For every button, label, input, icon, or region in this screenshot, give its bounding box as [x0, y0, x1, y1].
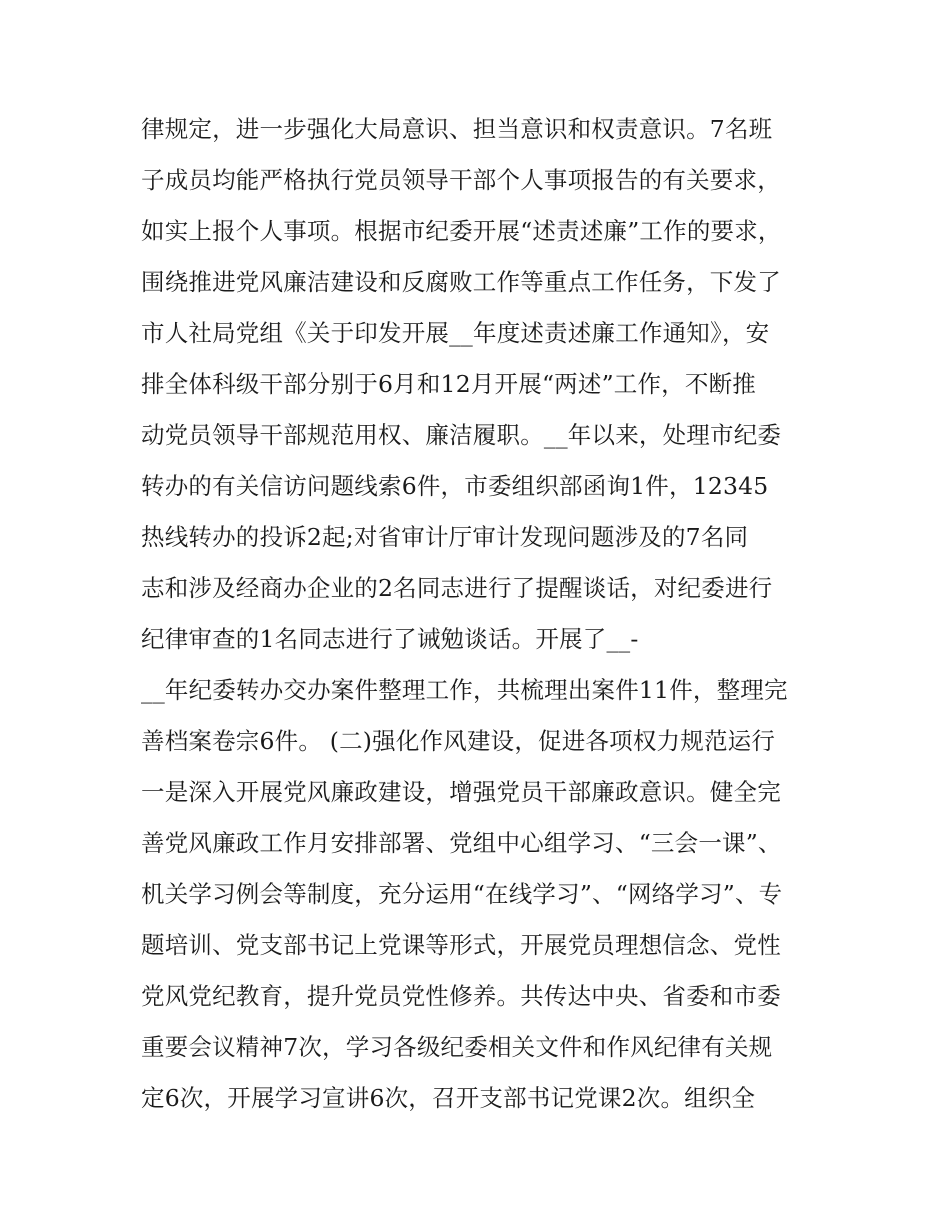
- text-line-11: 纪律审查的1名同志进行了诫勉谈话。开展了__-: [141, 625, 639, 653]
- text-line-20: 定6次，开展学习宣讲6次，召开支部书记党课2次。组织全: [141, 1084, 756, 1112]
- text-line-9: 热线转办的投诉2起;对省审计厅审计发现问题涉及的7名同: [141, 523, 749, 551]
- text-line-13: 善档案卷宗6件。 (二)强化作风建设，促进各项权力规范运行: [141, 727, 776, 755]
- text-line-4: 围绕推进党风廉洁建设和反腐败工作等重点工作任务，下发了: [141, 268, 781, 296]
- text-line-2: 子成员均能严格执行党员领导干部个人事项报告的有关要求，: [141, 166, 781, 194]
- text-line-17: 题培训、党支部书记上党课等形式，开展党员理想信念、党性: [141, 931, 781, 959]
- text-line-10: 志和涉及经商办企业的2名同志进行了提醒谈话，对纪委进行: [141, 574, 773, 602]
- text-line-15: 善党风廉政工作月安排部署、党组中心组学习、“三会一课”、: [141, 829, 782, 857]
- text-line-3: 如实上报个人事项。根据市纪委开展“述责述廉”工作的要求，: [141, 217, 782, 245]
- text-line-18: 党风党纪教育，提升党员党性修养。共传达中央、省委和市委: [141, 982, 781, 1010]
- text-line-5: 市人社局党组《关于印发开展__年度述责述廉工作通知》，安: [141, 319, 770, 347]
- text-line-6: 排全体科级干部分别于6月和12月开展“两述”工作，不断推: [141, 370, 756, 398]
- text-line-8: 转办的有关信访问题线索6件，市委组织部函询1件，12345: [141, 472, 769, 500]
- text-line-12: __年纪委转办交办案件整理工作，共梳理出案件11件，整理完: [141, 676, 788, 704]
- body-text: [141, 104, 821, 1124]
- text-line-7: 动党员领导干部规范用权、廉洁履职。__年以来，处理市纪委: [141, 421, 782, 449]
- text-line-19: 重要会议精神7次，学习各级纪委相关文件和作风纪律有关规: [141, 1033, 773, 1061]
- text-line-14: 一是深入开展党风廉政建设，增强党员干部廉政意识。健全完: [141, 778, 781, 806]
- text-line-16: 机关学习例会等制度，充分运用“在线学习”、“网络学习”、专: [141, 880, 783, 908]
- text-line-1: 律规定，进一步强化大局意识、担当意识和权责意识。7名班: [141, 115, 773, 143]
